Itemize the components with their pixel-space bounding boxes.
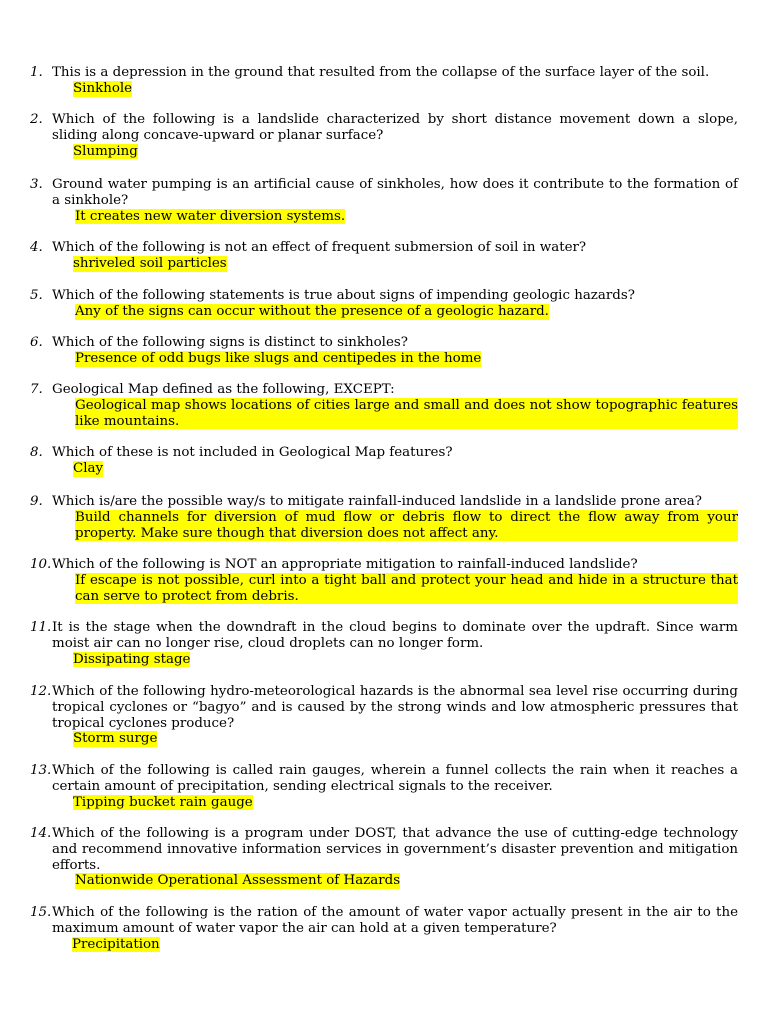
question-text: Which of the following is called rain gauges, wherein a funnel collects the rain when it reaches a certain amount of precipitation, sending electrical signals to the receiver.: [52, 763, 738, 794]
question-number: 14.: [30, 826, 52, 841]
answer-highlight: Storm surge: [73, 731, 158, 747]
answer-highlight: Sinkhole: [73, 80, 133, 96]
question-5: [30, 288, 738, 320]
question-number: 10.: [30, 557, 52, 572]
question-number: 6.: [30, 335, 43, 350]
question-15: [30, 905, 738, 952]
question-2: [30, 112, 738, 159]
question-1: [30, 65, 738, 97]
question-14: [30, 826, 738, 889]
question-text: Geological Map defined as the following, EXCEPT:: [52, 382, 395, 397]
question-text: Which of the following is NOT an appropriate mitigation to rainfall-induced landslide?: [52, 557, 638, 572]
question-text: This is a depression in the ground that resulted from the collapse of the surface layer of the soil.: [52, 65, 710, 80]
question-3: [30, 177, 738, 224]
question-10: [30, 557, 738, 604]
question-number: 11.: [30, 620, 52, 635]
answer-highlight: Geological map shows locations of cities large and small and does not show topographic features like mountains.: [75, 397, 738, 429]
question-8: [30, 445, 738, 477]
question-text: It is the stage when the downdraft in the cloud begins to dominate over the updraft. Since warm moist air can no longer rise, cloud droplets can no longer form.: [52, 620, 738, 651]
question-number: 4.: [30, 240, 43, 255]
question-number: 9.: [30, 494, 43, 509]
question-number: 1.: [30, 65, 43, 80]
question-7: [30, 382, 738, 429]
question-text: Which of the following hydro-meteorological hazards is the abnormal sea level rise occurring during tropical cyclones or “bagyo” and is caused by the strong winds and low atmospheric pressures that tropical cyclones produce?: [52, 684, 738, 731]
question-number: 8.: [30, 445, 43, 460]
question-text: Which is/are the possible way/s to mitigate rainfall-induced landslide in a landslide prone area?: [52, 494, 702, 509]
answer-highlight: Clay: [73, 460, 104, 476]
question-12: [30, 684, 738, 747]
question-text: Which of these is not included in Geological Map features?: [52, 445, 453, 460]
question-number: 13.: [30, 763, 52, 778]
question-11: [30, 620, 738, 667]
question-number: 15.: [30, 905, 52, 920]
question-text: Ground water pumping is an artificial cause of sinkholes, how does it contribute to the formation of a sinkhole?: [52, 177, 738, 208]
answer-highlight: If escape is not possible, curl into a tight ball and protect your head and hide in a structure that can serve to protect from debris.: [75, 572, 738, 604]
question-text: Which of the following is not an effect of frequent submersion of soil in water?: [52, 240, 587, 255]
question-text: Which of the following signs is distinct to sinkholes?: [52, 335, 408, 350]
question-text: Which of the following is the ration of the amount of water vapor actually present in the air to the maximum amount of water vapor the air can hold at a given temperature?: [52, 905, 738, 936]
answer-highlight: Tipping bucket rain gauge: [73, 794, 253, 810]
answer-highlight: Nationwide Operational Assessment of Hazards: [75, 873, 401, 889]
answer-highlight: Build channels for diversion of mud flow or debris flow to direct the flow away from your property. Make sure though that diversion does not affect any.: [75, 509, 738, 541]
answer-highlight: Dissipating stage: [73, 651, 191, 667]
question-text: Which of the following is a landslide characterized by short distance movement down a slope, sliding along concave-upward or planar surface?: [52, 112, 738, 143]
question-number: 5.: [30, 288, 43, 303]
question-13: [30, 763, 738, 810]
answer-highlight: Any of the signs can occur without the presence of a geologic hazard.: [75, 303, 549, 319]
question-number: 12.: [30, 684, 52, 699]
question-number: 3.: [30, 177, 43, 192]
question-number: 7.: [30, 382, 43, 397]
question-6: [30, 335, 738, 367]
answer-highlight: It creates new water diversion systems.: [75, 208, 346, 224]
question-number: 2.: [30, 112, 43, 127]
answer-highlight: Presence of odd bugs like slugs and centipedes in the home: [75, 350, 482, 366]
question-9: [30, 494, 738, 541]
question-text: Which of the following statements is true about signs of impending geologic hazards?: [52, 288, 635, 303]
answer-highlight: Precipitation: [72, 936, 160, 952]
question-4: [30, 240, 738, 272]
question-text: Which of the following is a program under DOST, that advance the use of cutting-edge technology and recommend innovative information services in government’s disaster prevention and mitigation efforts.: [52, 826, 738, 873]
answer-highlight: Slumping: [73, 143, 138, 159]
answer-highlight: shriveled soil particles: [73, 255, 227, 271]
